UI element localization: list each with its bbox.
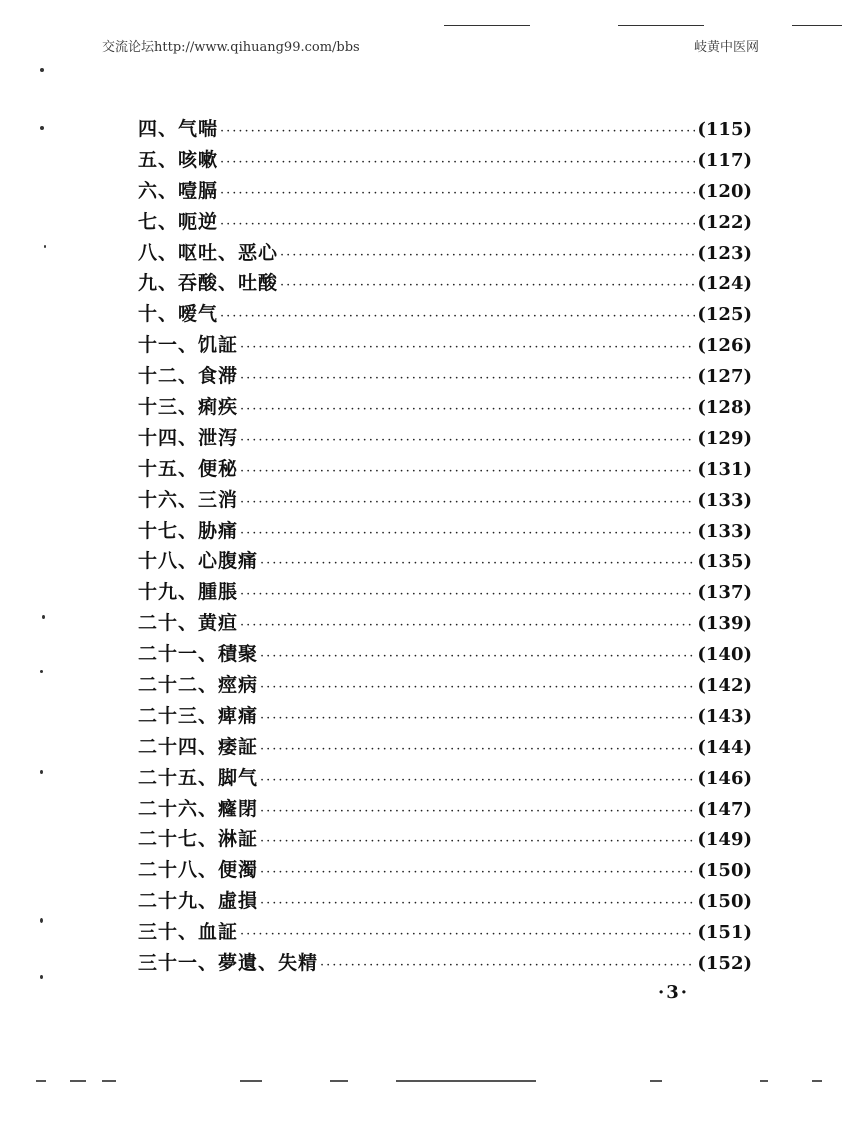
toc-entry-title: 六、噎膈: [138, 179, 219, 202]
scan-speck: [44, 245, 46, 248]
toc-entry: [138, 516, 752, 547]
toc-entry-title: 八、呕吐、恶心: [138, 241, 279, 264]
toc-entry-page: (115): [697, 119, 752, 140]
toc-entry-title: 二十三、痺痛: [138, 704, 259, 727]
toc-dot-leader: [260, 858, 695, 889]
toc-entry-title: 二十一、積聚: [138, 643, 259, 666]
toc-entry-title: 二十九、虛損: [138, 890, 259, 913]
toc-entry-title: 二十八、便濁: [138, 859, 259, 882]
toc-entry-title: 十、嗳气: [138, 303, 219, 326]
toc-entry-page: (123): [697, 242, 752, 264]
toc-entry-title: 四、气喘: [138, 118, 219, 140]
scan-noise: [102, 1080, 116, 1082]
toc-entry-title: 十二、食滞: [138, 365, 239, 388]
toc-dot-leader: [220, 210, 695, 241]
toc-entry: [138, 454, 752, 485]
toc-dot-leader: [220, 179, 695, 210]
toc-dot-leader: [240, 333, 695, 364]
toc-entry: [138, 546, 752, 577]
toc-dot-leader: [220, 302, 695, 333]
toc-entry-page: (152): [697, 953, 752, 975]
toc-entry: [138, 485, 752, 516]
toc-entry-page: (150): [697, 860, 752, 882]
header-right-text: 岐黄中医网: [694, 40, 760, 55]
toc-entry: [138, 824, 752, 855]
toc-entry-page: (129): [697, 427, 752, 449]
toc-entry-page: (147): [697, 798, 752, 820]
toc-entry-page: (151): [697, 922, 752, 944]
scan-speck: [40, 918, 43, 923]
scan-speck: [40, 126, 44, 130]
header-left-text: 交流论坛http://www.qihuang99.com/bbs: [102, 40, 360, 55]
toc-entry-title: 二十七、淋証: [138, 828, 259, 851]
toc-entry-page: (127): [697, 366, 752, 388]
toc-entry-page: (128): [697, 397, 752, 419]
toc-entry-page: (120): [697, 180, 752, 202]
toc-entry-page: (144): [697, 736, 752, 758]
scan-noise: [760, 1080, 768, 1082]
toc-entry-page: (126): [697, 335, 752, 357]
toc-entry: [138, 855, 752, 886]
toc-entry-page: (135): [697, 551, 752, 573]
toc-entry-title: 十五、便秘: [138, 457, 239, 480]
toc-entry-title: 七、呃逆: [138, 210, 219, 233]
toc-entry-page: (143): [697, 705, 752, 727]
toc-dot-leader: [260, 704, 695, 735]
toc-dot-leader: [260, 766, 695, 797]
toc-dot-leader: [220, 117, 695, 148]
toc-entry: [138, 886, 752, 917]
toc-dot-leader: [240, 580, 695, 611]
toc-entry-title: 二十五、脚气: [138, 766, 259, 789]
toc-entry-page: (125): [697, 304, 752, 326]
toc-entry: [138, 299, 752, 330]
toc-entry-page: (139): [697, 613, 752, 635]
scan-speck: [40, 68, 44, 72]
toc-entry: [138, 423, 752, 454]
scan-speck: [40, 770, 43, 774]
toc-dot-leader: [260, 673, 695, 704]
scan-speck: [40, 670, 43, 673]
scan-speck: [42, 615, 45, 619]
toc-dot-leader: [240, 488, 695, 519]
toc-entry-title: 十四、泄泻: [138, 426, 239, 449]
toc-entry-page: (140): [697, 644, 752, 666]
toc-entry: [138, 207, 752, 238]
toc-entry: [138, 330, 752, 361]
toc-entry-page: (117): [697, 149, 752, 171]
toc-dot-leader: [260, 827, 695, 858]
page-number: ·3·: [658, 982, 690, 1003]
toc-entry: [138, 608, 752, 639]
toc-entry: [138, 361, 752, 392]
toc-dot-leader: [280, 241, 695, 272]
toc-dot-leader: [260, 735, 695, 766]
toc-entry: [138, 145, 752, 176]
toc-dot-leader: [240, 457, 695, 488]
toc-entry: [138, 917, 752, 948]
toc-dot-leader: [260, 549, 695, 580]
toc-entry: [138, 732, 752, 763]
toc-dot-leader: [240, 920, 695, 951]
toc-entry-title: 十三、痢疾: [138, 396, 239, 419]
toc-entry-title: 三十一、夢遺、失精: [138, 952, 319, 975]
scan-speck: [40, 975, 43, 979]
toc-entry-page: (149): [697, 829, 752, 851]
toc-entry-page: (146): [697, 767, 752, 789]
toc-entry-page: (133): [697, 520, 752, 542]
toc-entry-title: 十九、腫脹: [138, 581, 239, 604]
toc-entry: [138, 176, 752, 207]
toc-dot-leader: [260, 797, 695, 828]
toc-dot-leader: [260, 642, 695, 673]
toc-entry-page: (124): [697, 273, 752, 295]
toc-entry-title: 二十、黄疸: [138, 612, 239, 635]
toc-dot-leader: [280, 271, 695, 302]
toc-entry-title: 五、咳嗽: [138, 148, 219, 171]
table-of-contents: [138, 114, 752, 979]
toc-entry-title: 十一、饥証: [138, 334, 239, 357]
toc-dot-leader: [240, 426, 695, 457]
toc-entry: [138, 114, 752, 145]
toc-entry: [138, 701, 752, 732]
toc-entry: [138, 238, 752, 269]
toc-entry-page: (131): [697, 458, 752, 480]
header-rule: [618, 25, 704, 26]
toc-dot-leader: [320, 951, 695, 982]
toc-dot-leader: [240, 364, 695, 395]
toc-entry: [138, 268, 752, 299]
toc-entry: [138, 392, 752, 423]
toc-dot-leader: [220, 148, 695, 179]
toc-entry: [138, 763, 752, 794]
scan-noise: [650, 1080, 662, 1082]
toc-entry: [138, 948, 752, 979]
toc-entry: [138, 794, 752, 825]
scan-noise: [396, 1080, 536, 1082]
toc-dot-leader: [240, 611, 695, 642]
toc-entry-page: (122): [697, 211, 752, 233]
header-rule: [792, 25, 842, 26]
scan-noise: [812, 1080, 822, 1082]
toc-entry-page: (142): [697, 675, 752, 697]
toc-entry-title: 九、吞酸、吐酸: [138, 272, 279, 295]
toc-entry-title: 三十、血証: [138, 921, 239, 944]
toc-entry-title: 十八、心腹痛: [138, 550, 259, 573]
toc-entry-title: 二十四、痿証: [138, 735, 259, 758]
scan-noise: [70, 1080, 86, 1082]
toc-entry: [138, 639, 752, 670]
toc-entry: [138, 670, 752, 701]
scan-noise: [330, 1080, 348, 1082]
toc-entry-title: 十七、胁痛: [138, 519, 239, 542]
toc-entry-title: 十六、三消: [138, 488, 239, 511]
toc-dot-leader: [240, 395, 695, 426]
toc-entry-page: (133): [697, 489, 752, 511]
toc-entry-page: (137): [697, 582, 752, 604]
scan-noise: [240, 1080, 262, 1082]
scan-noise: [36, 1080, 46, 1082]
toc-entry-page: (150): [697, 891, 752, 913]
toc-entry-title: 二十二、痙病: [138, 674, 259, 697]
toc-entry-title: 二十六、癃閉: [138, 797, 259, 820]
toc-dot-leader: [260, 889, 695, 920]
toc-dot-leader: [240, 519, 695, 550]
header-rule: [444, 25, 530, 26]
toc-entry: [138, 577, 752, 608]
